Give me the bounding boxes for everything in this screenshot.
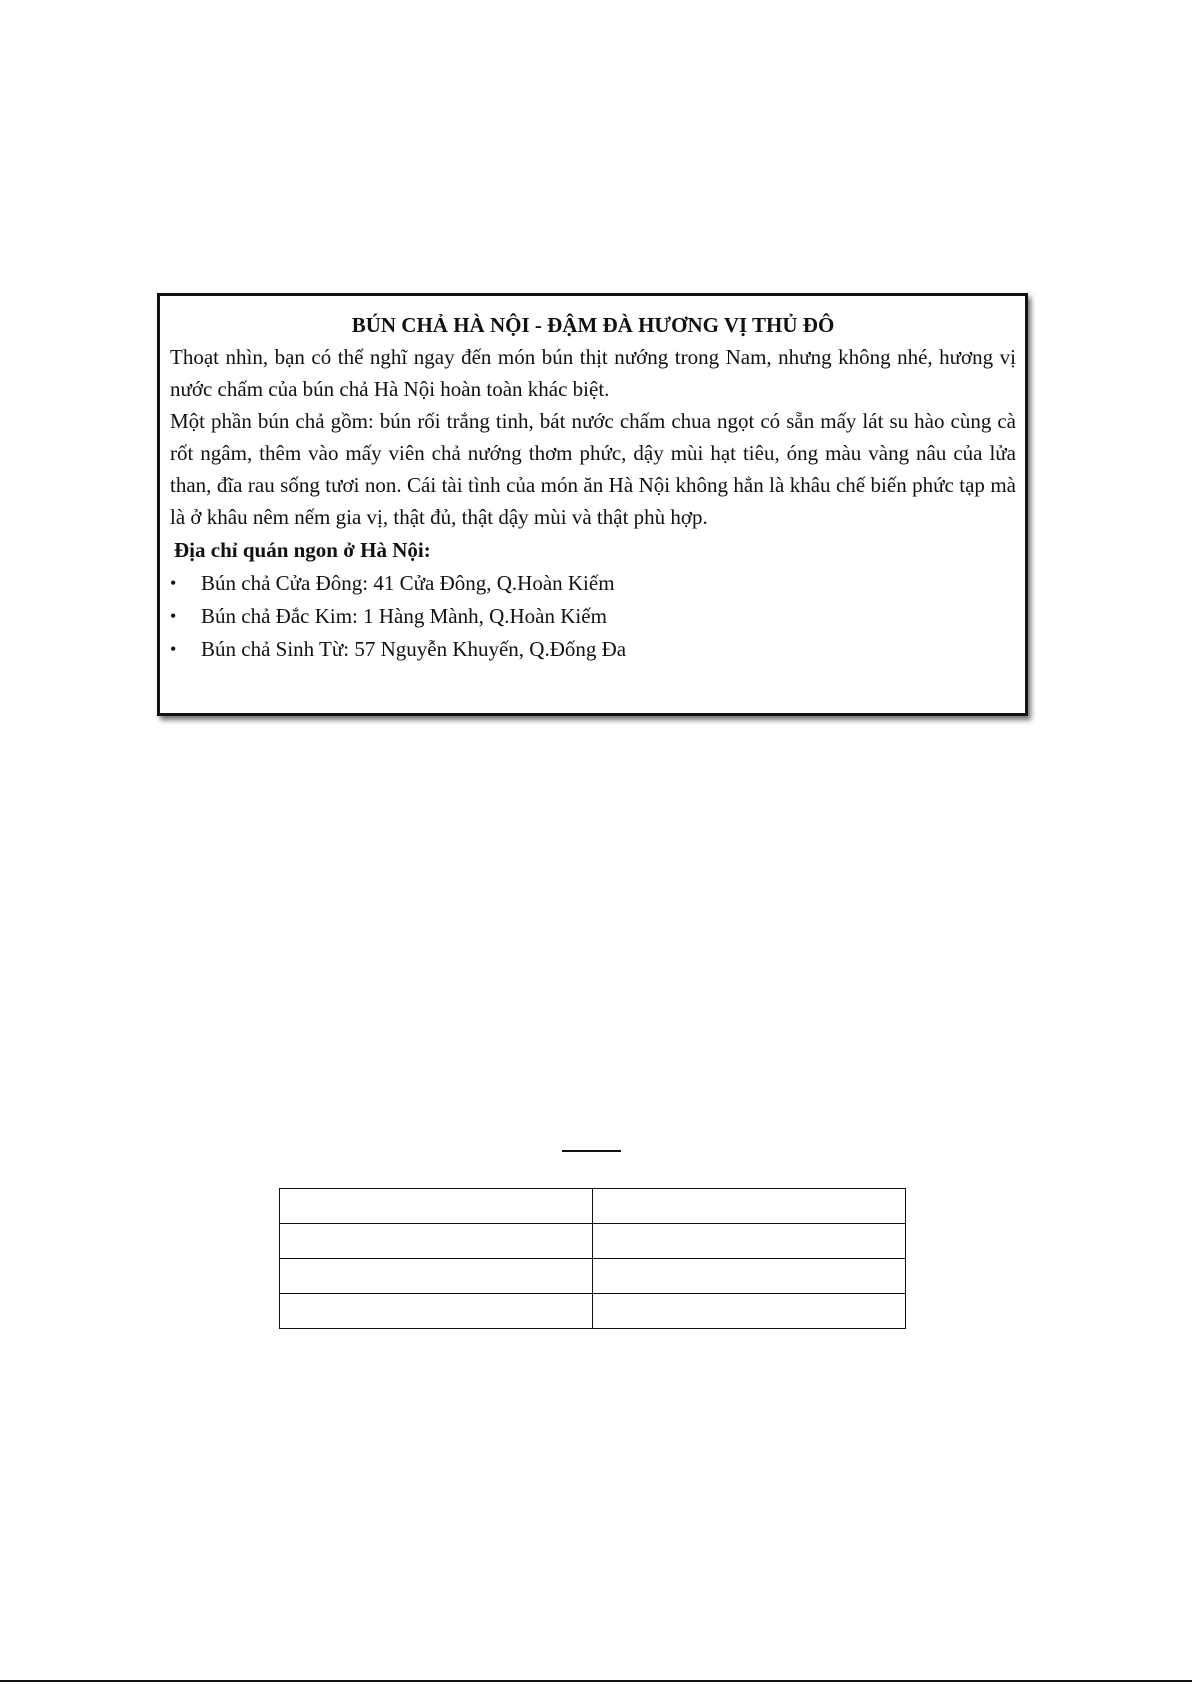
table-cell — [280, 1189, 593, 1224]
bullet-icon: • — [170, 606, 177, 626]
list-item — [170, 600, 1016, 633]
list-item — [170, 567, 1016, 600]
short-divider — [562, 1150, 621, 1152]
table-cell — [280, 1294, 593, 1329]
blank-table — [279, 1188, 906, 1329]
page-bottom-rule — [0, 1680, 1192, 1682]
address-text: Bún chả Sinh Từ: 57 Nguyễn Khuyến, Q.Đống Đa — [201, 637, 627, 661]
table-cell — [280, 1259, 593, 1294]
bullet-icon: • — [170, 573, 177, 593]
description-paragraph: Một phần bún chả gồm: bún rối trắng tinh, bát nước chấm chua ngọt có sẵn mấy lát su hào cùng cà rốt ngâm, thêm vào mấy viên chả nướng thơm phức, dậy mùi hạt tiêu, óng màu vàng nâu của lửa than, đĩa rau sống tươi non. Cái tài tình của món ăn Hà Nội không hẳn là khâu chế biến phức tạp mà là ở khâu nêm nếm gia vị, thật đủ, thật dậy mùi và thật phù hợp. — [170, 409, 1016, 529]
address-heading: Địa chỉ quán ngon ở Hà Nội: — [174, 538, 431, 562]
table-cell — [593, 1259, 906, 1294]
table-row — [280, 1259, 906, 1294]
table-cell — [593, 1294, 906, 1329]
article-title: BÚN CHẢ HÀ NỘI - ĐẬM ĐÀ HƯƠNG VỊ THỦ ĐÔ — [351, 313, 835, 337]
table-cell — [280, 1224, 593, 1259]
table-cell — [593, 1224, 906, 1259]
list-item — [170, 633, 1016, 666]
table-row — [280, 1224, 906, 1259]
bullet-icon: • — [170, 639, 177, 659]
article-box — [157, 293, 1028, 716]
address-text: Bún chả Đắc Kim: 1 Hàng Mành, Q.Hoàn Kiếm — [201, 604, 607, 628]
intro-paragraph: Thoạt nhìn, bạn có thể nghĩ ngay đến món bún thịt nướng trong Nam, nhưng không nhé, hương vị nước chấm của bún chả Hà Nội hoàn toàn khác biệt. — [170, 345, 1016, 401]
address-list — [170, 567, 1016, 666]
table-row — [280, 1294, 906, 1329]
table-cell — [593, 1189, 906, 1224]
table-row — [280, 1189, 906, 1224]
address-text: Bún chả Cửa Đông: 41 Cửa Đông, Q.Hoàn Kiếm — [201, 571, 615, 595]
